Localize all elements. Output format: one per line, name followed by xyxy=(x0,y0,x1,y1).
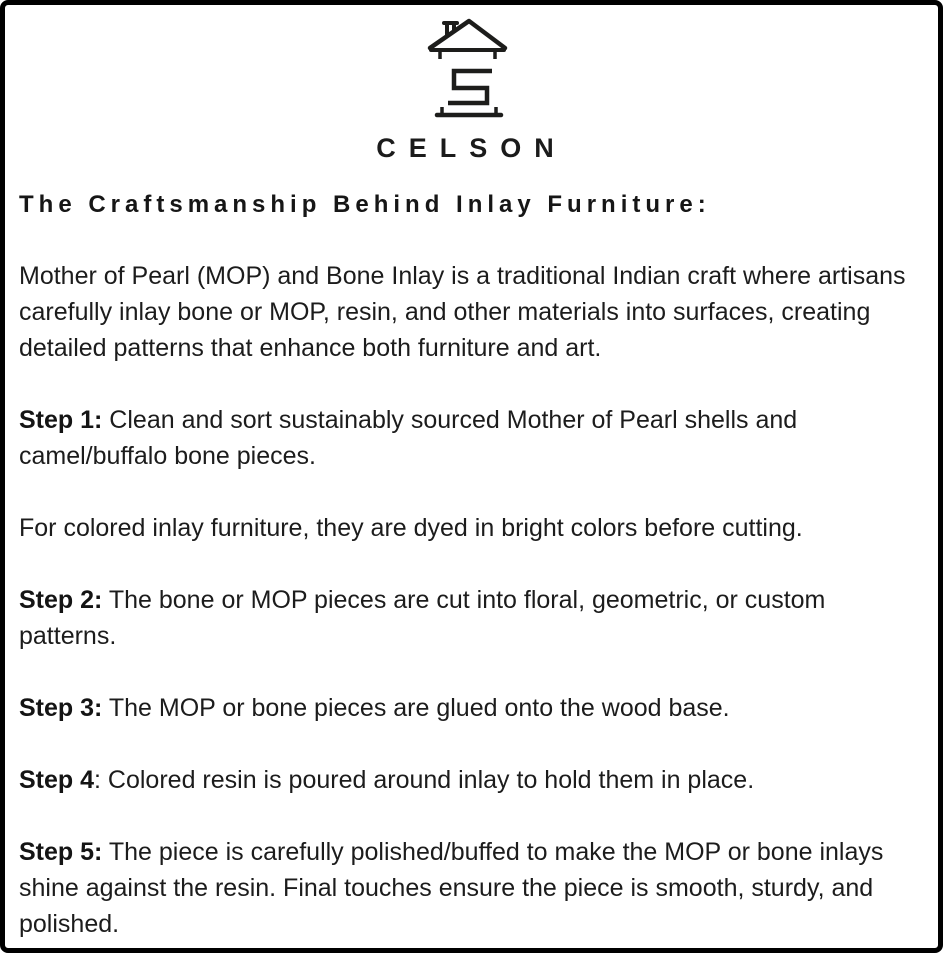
step-3-paragraph xyxy=(19,690,914,726)
page-title: The Craftsmanship Behind Inlay Furniture: xyxy=(19,191,711,218)
step-label: Step 4 xyxy=(19,766,95,794)
step-2-paragraph xyxy=(19,582,914,654)
paragraph-text: For colored inlay furniture, they are dyed in bright colors before cutting. xyxy=(19,514,803,542)
step-5-paragraph xyxy=(19,834,914,942)
paragraph-text: The piece is carefully polished/buffed to make the MOP or bone inlays shine against the resin. Final touches ensure the piece is smooth, sturdy, and polished. xyxy=(19,838,884,938)
house-s-monogram-icon xyxy=(421,13,513,119)
intro-paragraph xyxy=(19,258,914,366)
step-4-paragraph xyxy=(19,762,914,798)
step-1-paragraph xyxy=(19,402,914,474)
content-body xyxy=(19,258,914,942)
paragraph-text: The bone or MOP pieces are cut into floral, geometric, or custom patterns. xyxy=(19,586,826,650)
paragraph-text: : Colored resin is poured around inlay to hold them in place. xyxy=(94,766,755,794)
step-label: Step 2: xyxy=(19,586,103,614)
note-paragraph xyxy=(19,510,914,546)
step-label: Step 1: xyxy=(19,406,103,434)
brand-name: CELSON xyxy=(376,133,567,163)
brand-block xyxy=(19,11,914,164)
step-label: Step 3: xyxy=(19,694,103,722)
paragraph-text: Mother of Pearl (MOP) and Bone Inlay is a traditional Indian craft where artisans carefully inlay bone or MOP, resin, and other materials into surfaces, creating detailed patterns that enhance both furniture and art. xyxy=(19,262,906,362)
step-label: Step 5: xyxy=(19,838,103,866)
paragraph-text: Clean and sort sustainably sourced Mother of Pearl shells and camel/buffalo bone pieces. xyxy=(19,406,798,470)
paragraph-text: The MOP or bone pieces are glued onto the wood base. xyxy=(102,694,730,722)
